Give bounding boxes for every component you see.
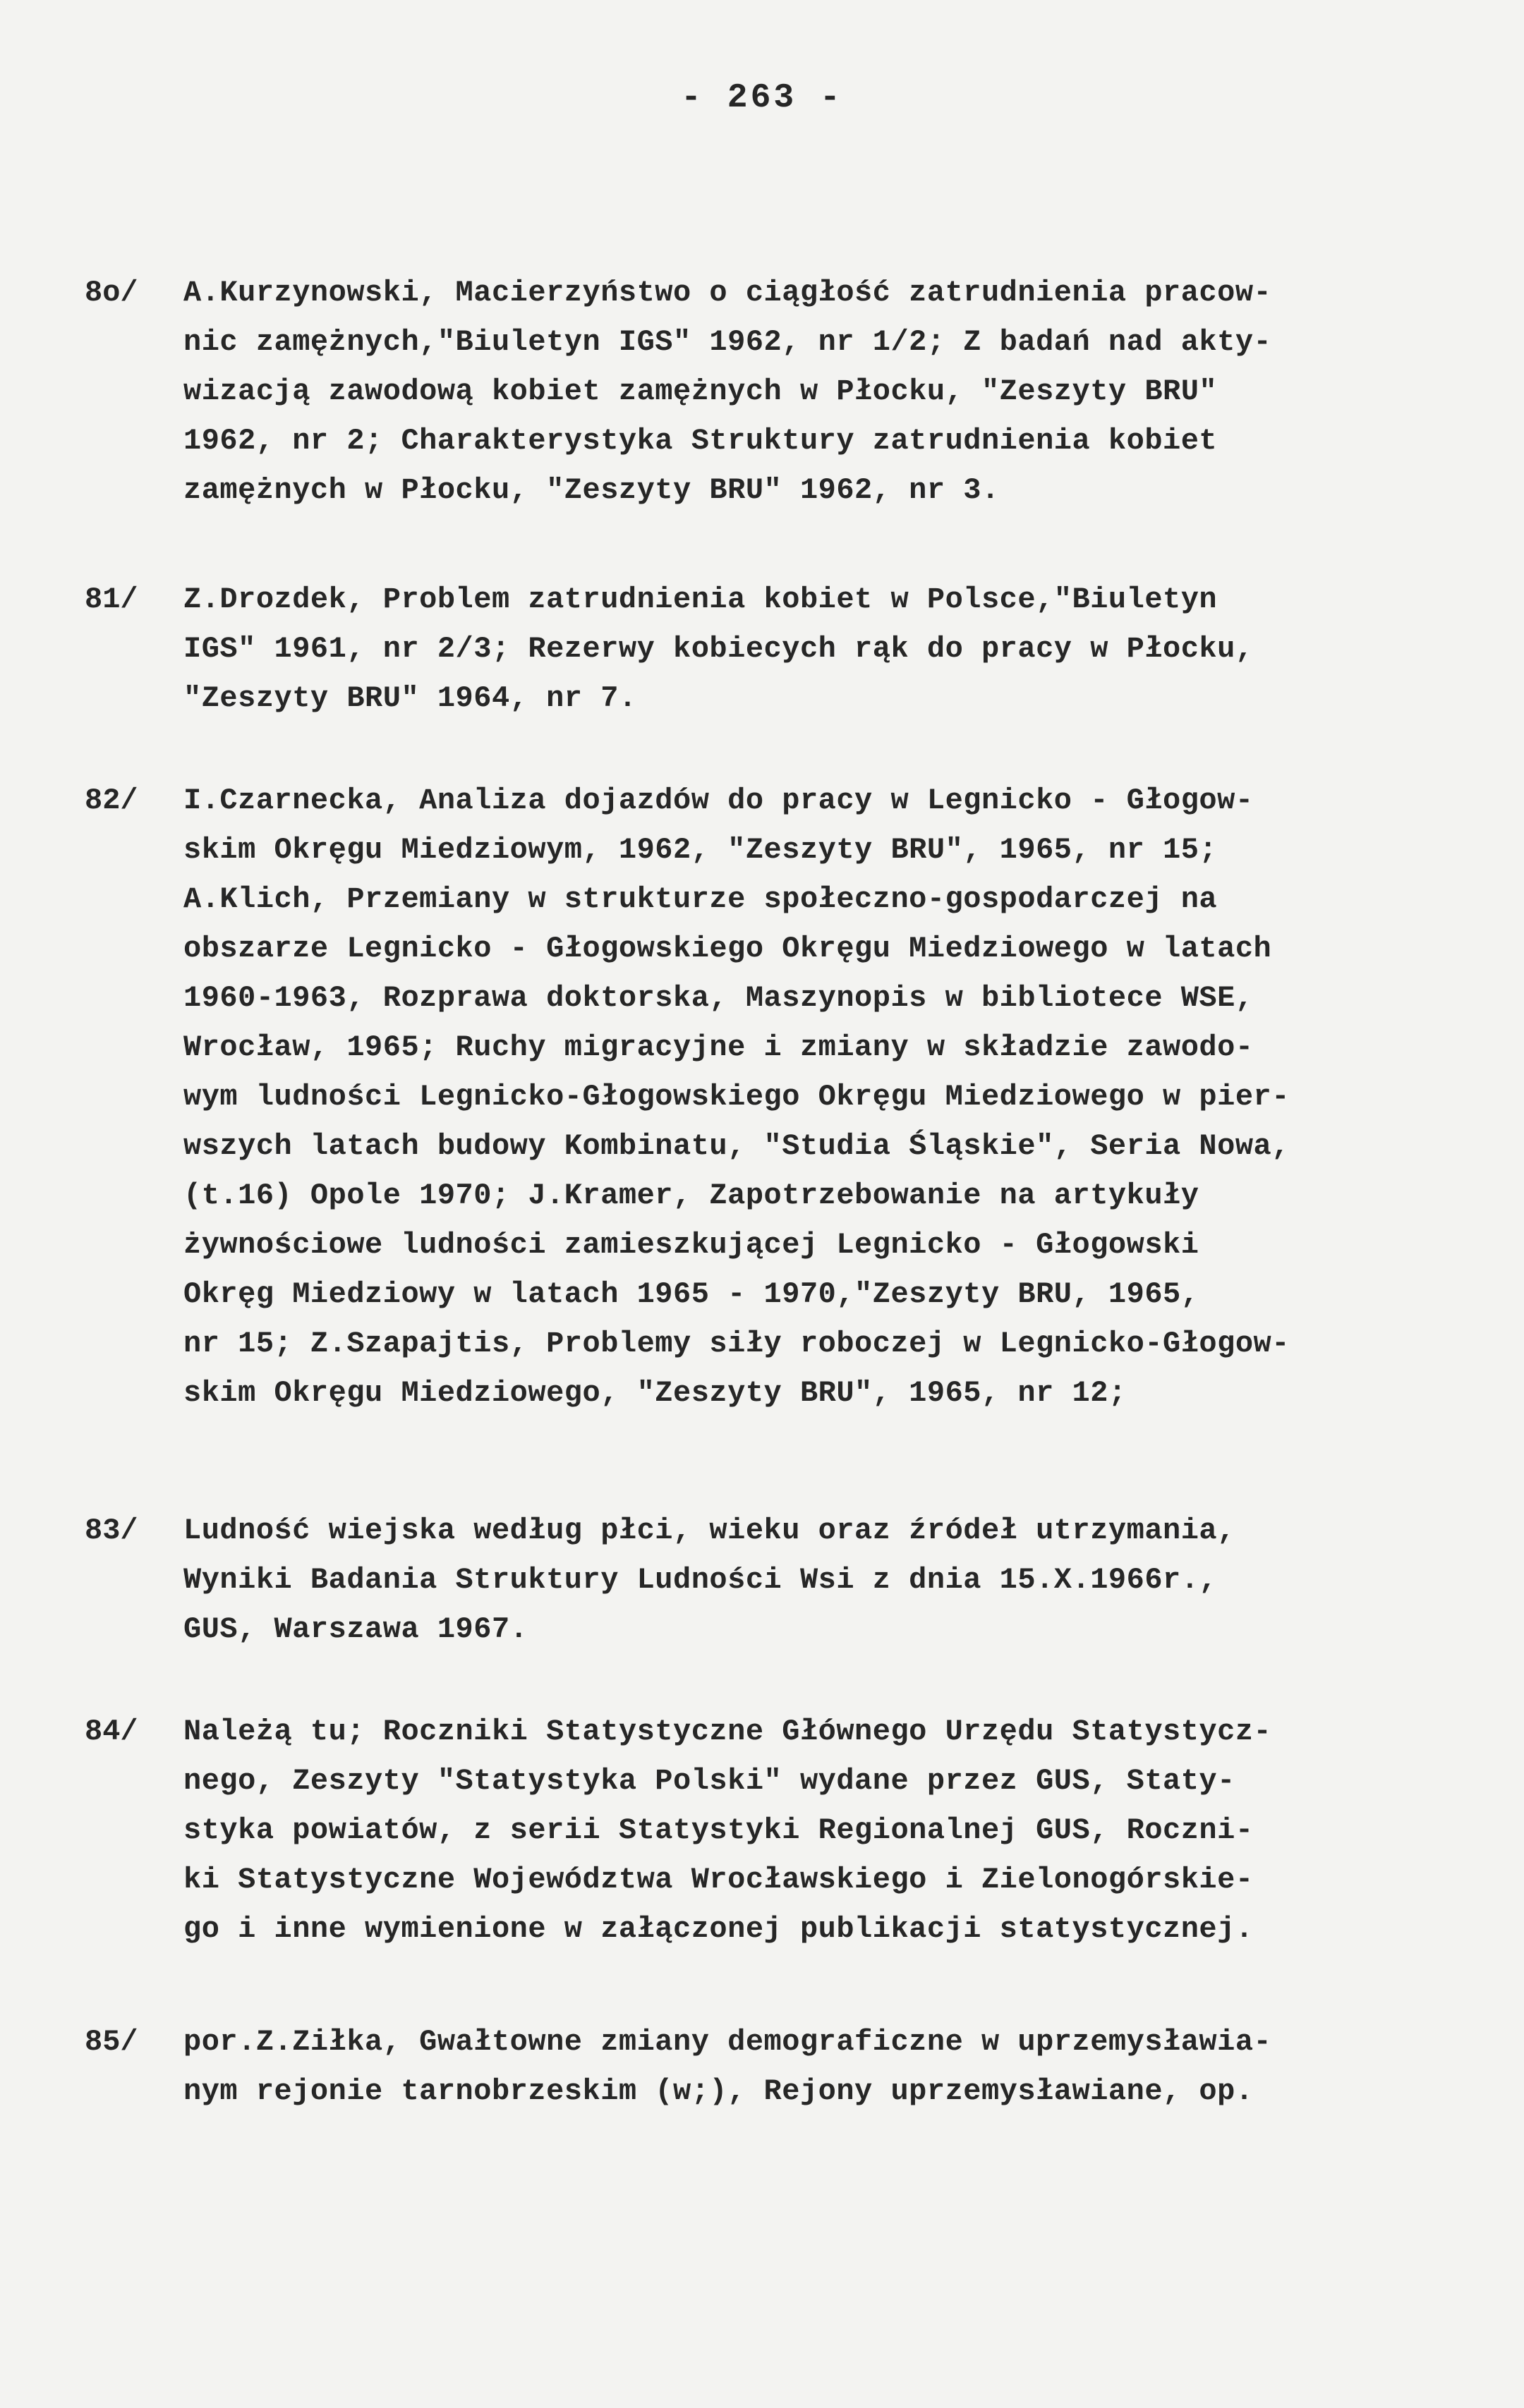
- footnote-text: [183, 1707, 1496, 1954]
- footnote-line: IGS" 1961, nr 2/3; Rezerwy kobiecych rąk do pracy w Płocku,: [183, 632, 1254, 666]
- footnote-line: "Zeszyty BRU" 1964, nr 7.: [183, 681, 637, 715]
- footnote-line: Wrocław, 1965; Ruchy migracyjne i zmiany w składzie zawodo-: [183, 1030, 1254, 1064]
- footnote-line: wym ludności Legnicko-Głogowskiego Okręgu Miedziowego w pier-: [183, 1080, 1290, 1114]
- footnote-text: [183, 575, 1496, 723]
- footnote-line: nic zamężnych,"Biuletyn IGS" 1962, nr 1/2; Z badań nad akty-: [183, 325, 1272, 359]
- footnote-number: 85/: [85, 2025, 138, 2059]
- footnote-line: A.Klich, Przemiany w strukturze społeczno-gospodarczej na: [183, 882, 1218, 916]
- footnote-line: skim Okręgu Miedziowego, "Zeszyty BRU", 1965, nr 12;: [183, 1376, 1127, 1410]
- footnote-line: GUS, Warszawa 1967.: [183, 1612, 528, 1646]
- footnote-line: skim Okręgu Miedziowym, 1962, "Zeszyty BRU", 1965, nr 15;: [183, 833, 1218, 867]
- footnote-line: nym rejonie tarnobrzeskim (w;), Rejony uprzemysławiane, op.: [183, 2074, 1254, 2108]
- footnote-line: żywnościowe ludności zamieszkującej Legnicko - Głogowski: [183, 1228, 1199, 1262]
- footnote-line: wszych latach budowy Kombinatu, "Studia Śląskie", Seria Nowa,: [183, 1129, 1290, 1163]
- footnote-line: ki Statystyczne Województwa Wrocławskiego i Zielonogórskie-: [183, 1863, 1254, 1897]
- footnote-line: styka powiatów, z serii Statystyki Regionalnej GUS, Roczni-: [183, 1813, 1254, 1847]
- footnote-line: Okręg Miedziowy w latach 1965 - 1970,"Zeszyty BRU, 1965,: [183, 1277, 1199, 1311]
- footnote-line: Wyniki Badania Struktury Ludności Wsi z dnia 15.X.1966r.,: [183, 1563, 1218, 1597]
- footnote-line: obszarze Legnicko - Głogowskiego Okręgu Miedziowego w latach: [183, 932, 1272, 966]
- footnote-text: [183, 2017, 1496, 2116]
- footnote-line: go i inne wymienione w załączonej publikacji statystycznej.: [183, 1912, 1254, 1946]
- footnote-line: 1962, nr 2; Charakterystyka Struktury zatrudnienia kobiet: [183, 424, 1218, 458]
- footnote-number: 83/: [85, 1514, 138, 1547]
- footnote-number: 84/: [85, 1715, 138, 1749]
- footnote-line: Należą tu; Roczniki Statystyczne Głównego Urzędu Statystycz-: [183, 1715, 1272, 1749]
- page-number: - 263 -: [681, 79, 843, 117]
- footnote-number: 8o/: [85, 276, 138, 310]
- footnote-line: I.Czarnecka, Analiza dojazdów do pracy w Legnicko - Głogow-: [183, 784, 1254, 817]
- footnote-line: (t.16) Opole 1970; J.Kramer, Zapotrzebowanie na artykuły: [183, 1179, 1199, 1212]
- footnote-line: wizacją zawodową kobiet zamężnych w Płocku, "Zeszyty BRU": [183, 375, 1218, 408]
- footnote-number: 81/: [85, 583, 138, 616]
- footnote-line: nr 15; Z.Szapajtis, Problemy siły roboczej w Legnicko-Głogow-: [183, 1327, 1290, 1361]
- footnote-line: zamężnych w Płocku, "Zeszyty BRU" 1962, nr 3.: [183, 473, 1000, 507]
- footnote-line: Ludność wiejska według płci, wieku oraz źródeł utrzymania,: [183, 1514, 1235, 1547]
- footnote-line: 1960-1963, Rozprawa doktorska, Maszynopis w bibliotece WSE,: [183, 981, 1254, 1015]
- footnote-number: 82/: [85, 784, 138, 817]
- footnote-line: A.Kurzynowski, Macierzyństwo o ciągłość zatrudnienia pracow-: [183, 276, 1272, 310]
- footnote-line: por.Z.Ziłka, Gwałtowne zmiany demograficzne w uprzemysławia-: [183, 2025, 1272, 2059]
- footnote-text: [183, 1506, 1496, 1654]
- footnote-text: [183, 776, 1496, 1418]
- footnote-line: nego, Zeszyty "Statystyka Polski" wydane przez GUS, Staty-: [183, 1764, 1235, 1798]
- footnote-text: [183, 268, 1496, 515]
- footnote-line: Z.Drozdek, Problem zatrudnienia kobiet w Polsce,"Biuletyn: [183, 583, 1218, 616]
